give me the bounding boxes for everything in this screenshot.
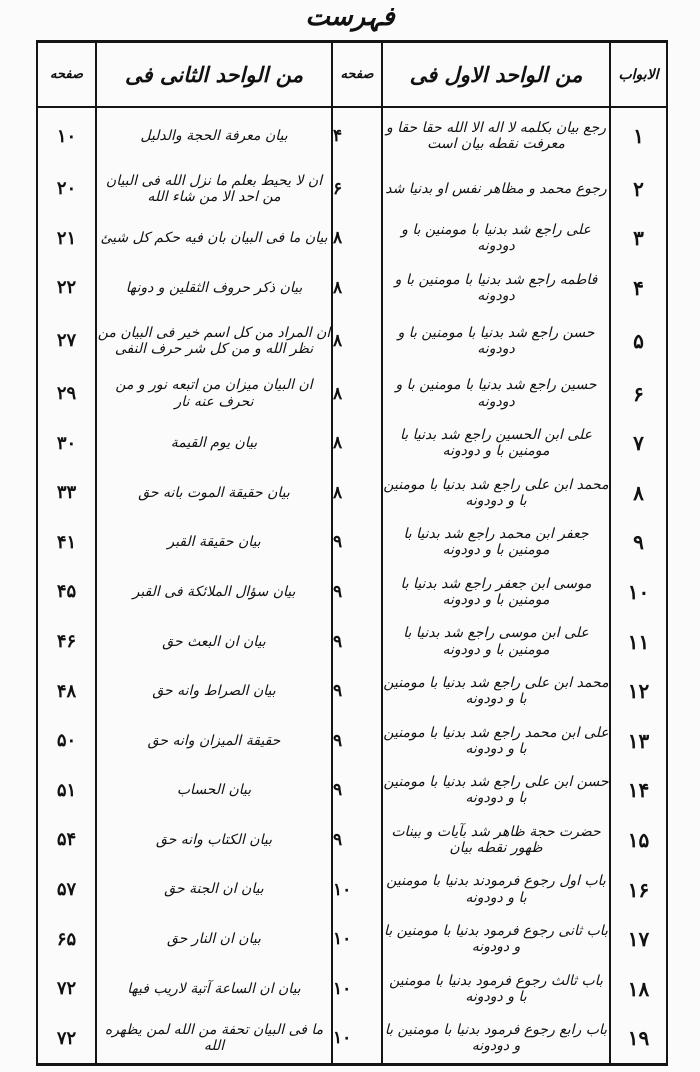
first-section-page: ٩ bbox=[332, 518, 382, 568]
second-section-page: ۴۵ bbox=[37, 567, 96, 617]
second-section-title: بیان حقیقة الموت بانه حق bbox=[96, 468, 332, 518]
first-section-title: محمد ابن علی راجع شد بدنیا با مومنین با و دودونه bbox=[382, 666, 610, 716]
second-section-page: ٢٧ bbox=[37, 313, 96, 369]
second-section-title: بیان ان البعث حق bbox=[96, 617, 332, 667]
second-section-title: بیان ان النار حق bbox=[96, 914, 332, 964]
chapter-number: ١١ bbox=[610, 617, 667, 667]
first-section-title: جعفر ابن محمد راجع شد بدنیا با مومنین با و دودونه bbox=[382, 518, 610, 568]
first-section-title: حسن ابن علی راجع شد بدنیا با مومنین با و دودونه bbox=[382, 766, 610, 816]
first-section-title: حسن راجع شد بدنیا با مومنین با و دودونه bbox=[382, 313, 610, 369]
first-section-title: باب اول رجوع فرمودند بدنیا با مومنین با و دودونه bbox=[382, 865, 610, 915]
first-section-page: ۶ bbox=[332, 164, 382, 214]
first-section-page: ٨ bbox=[332, 313, 382, 369]
header-first-page: صفحه bbox=[332, 42, 382, 108]
second-section-title: بیان الصراط وانه حق bbox=[96, 666, 332, 716]
table-row bbox=[37, 617, 667, 667]
second-section-page: ۵٠ bbox=[37, 716, 96, 766]
first-section-page: ٨ bbox=[332, 263, 382, 313]
second-section-page: ٢٢ bbox=[37, 263, 96, 313]
chapter-number: ١۵ bbox=[610, 815, 667, 865]
chapter-number: ١ bbox=[610, 107, 667, 164]
second-section-page: ٣٠ bbox=[37, 418, 96, 468]
second-section-page: ۴۶ bbox=[37, 617, 96, 667]
chapter-number: ١٩ bbox=[610, 1014, 667, 1065]
table-row bbox=[37, 716, 667, 766]
first-section-title: علی ابن الحسین راجع شد بدنیا با مومنین با و دودونه bbox=[382, 418, 610, 468]
second-section-title: حقیقة المیزان وانه حق bbox=[96, 716, 332, 766]
chapter-number: ٧ bbox=[610, 418, 667, 468]
first-section-title: حسین راجع شد بدنیا با مومنین با و دودونه bbox=[382, 369, 610, 419]
chapter-number: ۶ bbox=[610, 369, 667, 419]
first-section-page: ٩ bbox=[332, 666, 382, 716]
first-section-title: رجوع محمد و مظاهر نفس او بدنیا شد bbox=[382, 164, 610, 214]
table-row bbox=[37, 313, 667, 369]
table-row bbox=[37, 263, 667, 313]
first-section-title: فاطمه راجع شد بدنیا با مومنین با و دودونه bbox=[382, 263, 610, 313]
second-section-page: ۴٨ bbox=[37, 666, 96, 716]
chapter-number: ١٢ bbox=[610, 666, 667, 716]
table-row bbox=[37, 666, 667, 716]
chapter-number: ١٣ bbox=[610, 716, 667, 766]
chapter-number: ١٠ bbox=[610, 567, 667, 617]
second-section-title: بیان الکتاب وانه حق bbox=[96, 815, 332, 865]
chapter-number: ٩ bbox=[610, 518, 667, 568]
second-section-page: ٣٣ bbox=[37, 468, 96, 518]
header-second-page: صفحه bbox=[37, 42, 96, 108]
first-section-page: ١٠ bbox=[332, 1014, 382, 1065]
first-section-title: علی راجع شد بدنیا با مومنین با و دودونه bbox=[382, 214, 610, 264]
table-row bbox=[37, 865, 667, 915]
second-section-title: بیان سؤال الملائکة فی القبر bbox=[96, 567, 332, 617]
table-row bbox=[37, 567, 667, 617]
second-section-page: ۵۴ bbox=[37, 815, 96, 865]
first-section-title: رجع بیان بکلمه لا اله الا الله حقا حقا و معرفت نقطه بیان است bbox=[382, 107, 610, 164]
first-section-page: ٨ bbox=[332, 369, 382, 419]
chapter-number: ١٨ bbox=[610, 964, 667, 1014]
first-section-page: ١٠ bbox=[332, 865, 382, 915]
second-section-title: ان المراد من کل اسم خیر فی البیان من نظر الله و من کل شر حرف النفی bbox=[96, 313, 332, 369]
table-row bbox=[37, 766, 667, 816]
second-section-title: بیان ان الساعة آتیة لاریب فیها bbox=[96, 964, 332, 1014]
first-section-title: باب ثانی رجوع فرمود بدنیا با مومنین با و دودونه bbox=[382, 914, 610, 964]
table-row bbox=[37, 214, 667, 264]
second-section-title: بیان معرفة الحجة والدلیل bbox=[96, 107, 332, 164]
table-row bbox=[37, 518, 667, 568]
second-section-title: ما فی البیان تحفة من الله لمن یظهره الله bbox=[96, 1014, 332, 1065]
first-section-title: حضرت حجة ظاهر شد بآیات و بینات ظهور نقطه بیان bbox=[382, 815, 610, 865]
first-section-page: ٨ bbox=[332, 468, 382, 518]
table-row bbox=[37, 964, 667, 1014]
table-of-contents bbox=[36, 40, 668, 1066]
second-section-page: ٢٠ bbox=[37, 164, 96, 214]
chapter-number: ١۶ bbox=[610, 865, 667, 915]
first-section-title: موسی ابن جعفر راجع شد بدنیا با مومنین با و دودونه bbox=[382, 567, 610, 617]
first-section-page: ٩ bbox=[332, 815, 382, 865]
second-section-page: ١٠ bbox=[37, 107, 96, 164]
first-section-page: ٩ bbox=[332, 617, 382, 667]
chapter-number: ١۴ bbox=[610, 766, 667, 816]
chapter-number: ٢ bbox=[610, 164, 667, 214]
first-section-page: ١٠ bbox=[332, 964, 382, 1014]
second-section-page: ٢١ bbox=[37, 214, 96, 264]
first-section-page: ٨ bbox=[332, 418, 382, 468]
table-row bbox=[37, 107, 667, 164]
second-section-page: ۵١ bbox=[37, 766, 96, 816]
second-section-title: بیان الحساب bbox=[96, 766, 332, 816]
first-section-title: علی ابن موسی راجع شد بدنیا با مومنین با و دودونه bbox=[382, 617, 610, 667]
chapter-number: ٨ bbox=[610, 468, 667, 518]
first-section-page: ٩ bbox=[332, 716, 382, 766]
chapter-number: ١٧ bbox=[610, 914, 667, 964]
table-row bbox=[37, 369, 667, 419]
second-section-page: ۴١ bbox=[37, 518, 96, 568]
header-first-section: من الواحد الاول فی bbox=[382, 42, 610, 108]
first-section-page: ٩ bbox=[332, 766, 382, 816]
second-section-page: ٢٩ bbox=[37, 369, 96, 419]
page-title: فہرست bbox=[305, 2, 395, 32]
first-section-page: ٨ bbox=[332, 214, 382, 264]
second-section-title: بیان یوم القیمة bbox=[96, 418, 332, 468]
header-row bbox=[37, 42, 667, 108]
table-row bbox=[37, 164, 667, 214]
header-second-section: من الواحد الثانی فی bbox=[96, 42, 332, 108]
table-row bbox=[37, 815, 667, 865]
second-section-title: ان البیان میزان من اتبعه نور و من نحرف عنه نار bbox=[96, 369, 332, 419]
first-section-title: باب رابع رجوع فرمود بدنیا با مومنین با و دودونه bbox=[382, 1014, 610, 1065]
first-section-title: باب ثالث رجوع فرمود بدنیا با مومنین با و دودونه bbox=[382, 964, 610, 1014]
second-section-page: ٧٢ bbox=[37, 964, 96, 1014]
first-section-page: ۴ bbox=[332, 107, 382, 164]
table-row bbox=[37, 468, 667, 518]
second-section-title: ان لا یحیط بعلم ما نزل الله فی البیان من احد الا من شاء الله bbox=[96, 164, 332, 214]
table-row bbox=[37, 914, 667, 964]
second-section-title: بیان حقیقة القبر bbox=[96, 518, 332, 568]
header-chapter-no: الابواب bbox=[610, 42, 667, 108]
first-section-title: محمد ابن علی راجع شد بدنیا با مومنین با و دودونه bbox=[382, 468, 610, 518]
second-section-page: ٧٢ bbox=[37, 1014, 96, 1065]
table-row bbox=[37, 418, 667, 468]
chapter-number: ٣ bbox=[610, 214, 667, 264]
first-section-title: علی ابن محمد راجع شد بدنیا با مومنین با و دودونه bbox=[382, 716, 610, 766]
second-section-page: ۶۵ bbox=[37, 914, 96, 964]
table-row bbox=[37, 1014, 667, 1065]
second-section-title: بیان ما فی البیان بان فیه حکم کل شیئ bbox=[96, 214, 332, 264]
chapter-number: ۵ bbox=[610, 313, 667, 369]
chapter-number: ۴ bbox=[610, 263, 667, 313]
first-section-page: ١٠ bbox=[332, 914, 382, 964]
second-section-title: بیان ذکر حروف الثقلین و دونها bbox=[96, 263, 332, 313]
second-section-page: ۵٧ bbox=[37, 865, 96, 915]
first-section-page: ٩ bbox=[332, 567, 382, 617]
second-section-title: بیان ان الجنة حق bbox=[96, 865, 332, 915]
